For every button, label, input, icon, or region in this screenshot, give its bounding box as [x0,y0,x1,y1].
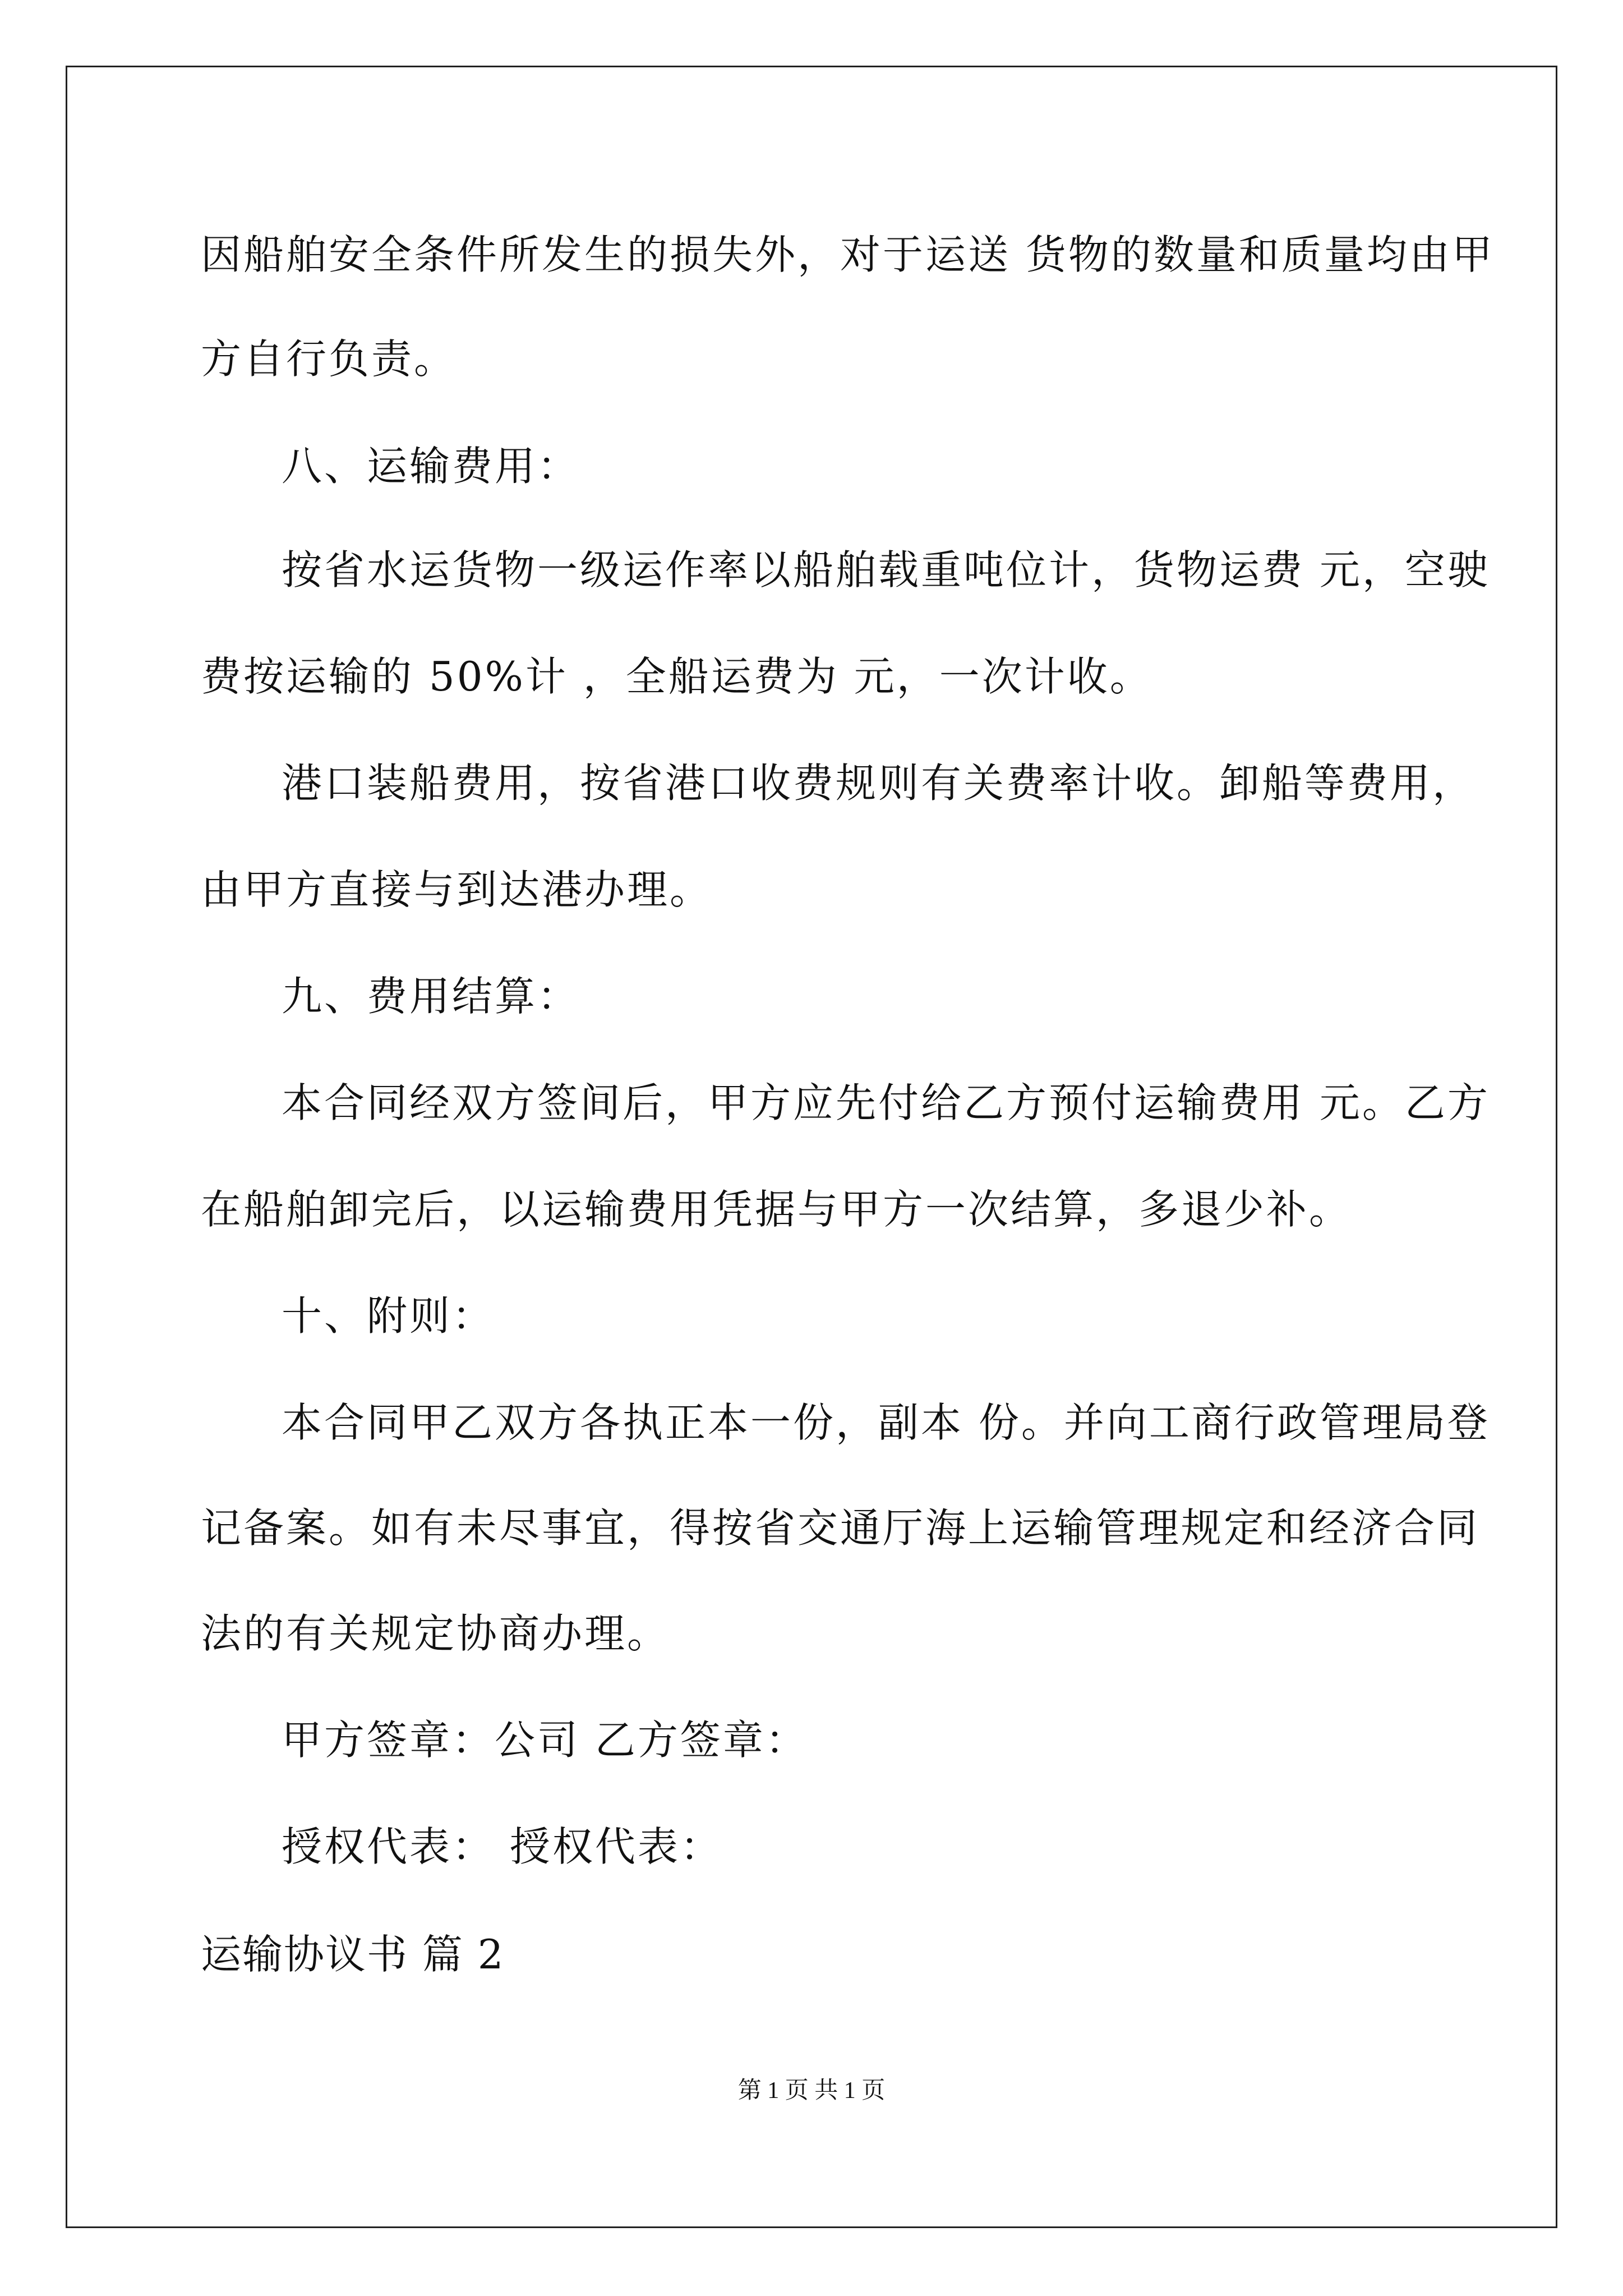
paragraph-line: 本合同经双方签间后，甲方应先付给乙方预付运输费用 元。乙方 [282,1079,1490,1126]
paragraph-line: 按省水运货物一级运作率以船舶载重吨位计，货物运费 元，空驶 [282,546,1490,593]
section-heading-fee-settlement: 九、费用结算： [282,973,580,1020]
section-heading-supplementary-provisions: 十、附则： [282,1292,495,1340]
page-footer: 第 1 页 共 1 页 [737,2078,886,2104]
paragraph-line: 费按运输的 50%计 ，全船运费为 元，一次计收。 [201,653,1152,700]
paragraph-line: 在船舶卸完后，以运输费用凭据与甲方一次结算，多退少补。 [201,1186,1352,1233]
section-title-part-2: 运输协议书 篇 2 [201,1931,505,1978]
section-heading-transport-fees: 八、运输费用： [282,443,580,490]
authorized-representative-line: 授权代表： 授权代表： [282,1823,723,1870]
paragraph-line: 本合同甲乙双方各执正本一份，副本 份。并向工商行政管理局登 [282,1399,1490,1446]
paragraph-line: 法的有关规定协商办理。 [201,1610,670,1657]
page-border [66,66,1557,2228]
paragraph-line: 方自行负责。 [201,335,457,383]
paragraph-line: 港口装船费用，按省港口收费规则有关费率计收。卸船等费用， [282,760,1476,807]
signature-line: 甲方签章：公司 乙方签章： [282,1717,808,1764]
paragraph-line: 由甲方直接与到达港办理。 [201,866,713,913]
paragraph-line: 记备案。如有未尽事宜，得按省交通厅海上运输管理规定和经济合同 [201,1504,1480,1552]
paragraph-line: 因船舶安全条件所发生的损失外，对于运送 货物的数量和质量均由甲 [201,231,1495,278]
